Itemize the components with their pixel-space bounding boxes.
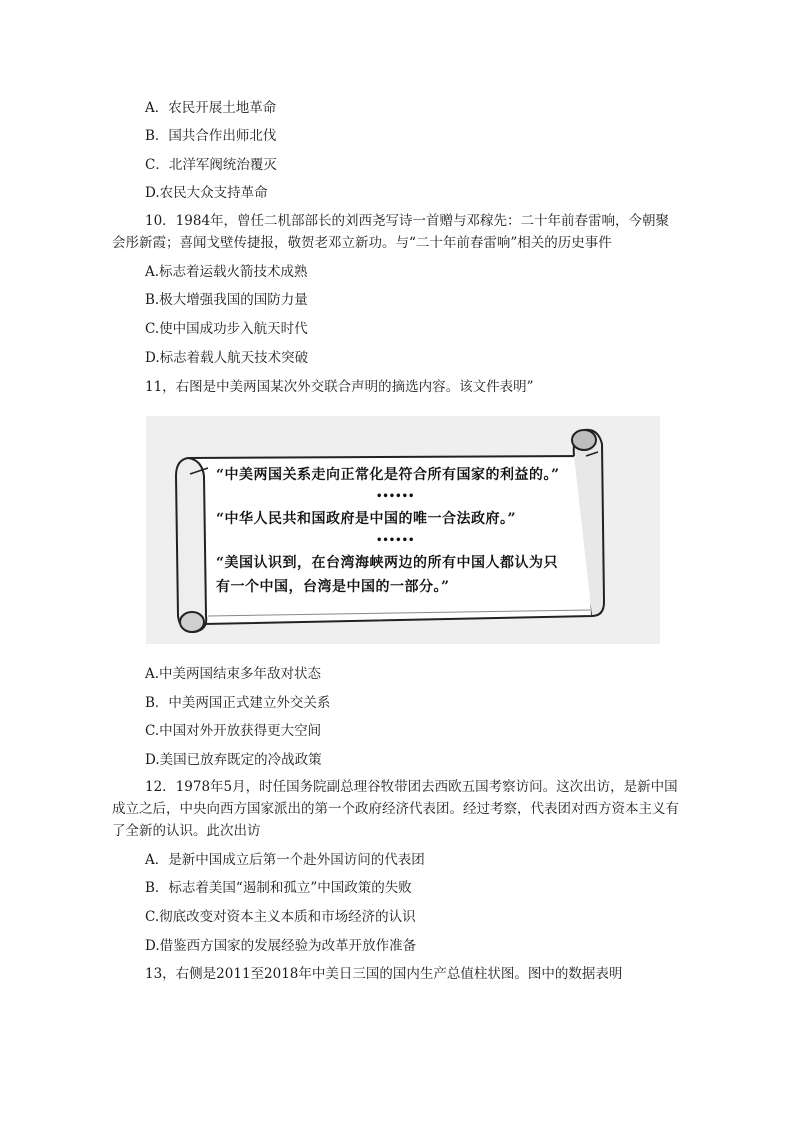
- q10-option-d: D.标志着载人航天技术突破: [145, 350, 309, 366]
- q11-stem: 11，右图是中美两国某次外交联合声明的摘选内容。该文件表明”: [145, 379, 534, 395]
- q9-option-d: D.农民大众支持革命: [145, 185, 268, 201]
- scroll-ellipsis-2: ••••••: [376, 535, 415, 546]
- scroll-quote-3-line-1: “美国认识到，在台湾海峡两边的所有中国人都认为只: [216, 555, 559, 571]
- q11-option-a: A.中美两国结束多年敌对状态: [145, 666, 322, 682]
- q10-stem: 10．1984年，曾任二机部部长的刘西尧写诗一首赠与邓稼先：二十年前春雷响，今朝聚会彤新霞；喜闻戈壁传捷报，敬贺老邓立新功。与“二十年前春雷响”相关的历史事件: [112, 213, 670, 251]
- scroll-quote-3-line-2: 有一个中国，台湾是中国的一部分。”: [216, 579, 450, 595]
- scroll-ellipsis-1: ••••••: [376, 491, 415, 502]
- scroll-illustration: [146, 416, 660, 644]
- q13-stem: 13，右侧是2011至2018年中美日三国的国内生产总值柱状图。图中的数据表明: [145, 966, 623, 982]
- q11-option-d: D.美国已放弃既定的冷战政策: [145, 752, 322, 768]
- scroll-figure: [146, 416, 660, 644]
- q9-option-b: B．国共合作出师北伐: [145, 128, 277, 144]
- q10-option-a: A.标志着运载火箭技术成熟: [145, 264, 308, 280]
- q11-option-c: C.中国对外开放获得更大空间: [145, 723, 322, 739]
- scroll-quote-2: “中华人民共和国政府是中国的唯一合法政府。”: [216, 511, 517, 527]
- q12-option-c: C.彻底改变对资本主义本质和市场经济的认识: [145, 909, 416, 925]
- scroll-quote-1: “中美两国关系走向正常化是符合所有国家的利益的。”: [216, 467, 560, 483]
- q11-option-b: B．中美两国正式建立外交关系: [145, 695, 331, 711]
- q12-stem: 12．1978年5月，时任国务院副总理谷牧带团去西欧五国考察访问。这次出访，是新中国成立之后，中央向西方国家派出的第一个政府经济代表团。经过考察，代表团对西方资本主义有了全新的认识。此次出访: [112, 779, 679, 839]
- q10-option-b: B.极大增强我国的国防力量: [145, 292, 308, 308]
- q12-option-d: D.借鉴西方国家的发展经验为改革开放作准备: [145, 938, 417, 954]
- q9-option-c: C．北洋军阀统治覆灭: [145, 157, 277, 173]
- q10-option-c: C.使中国成功步入航天时代: [145, 321, 308, 337]
- q12-option-a: A．是新中国成立后第一个赴外国访问的代表团: [145, 852, 425, 868]
- q9-option-a: A．农民开展土地革命: [145, 100, 277, 116]
- q12-option-b: B．标志着美国“遏制和孤立”中国政策的失败: [145, 880, 412, 896]
